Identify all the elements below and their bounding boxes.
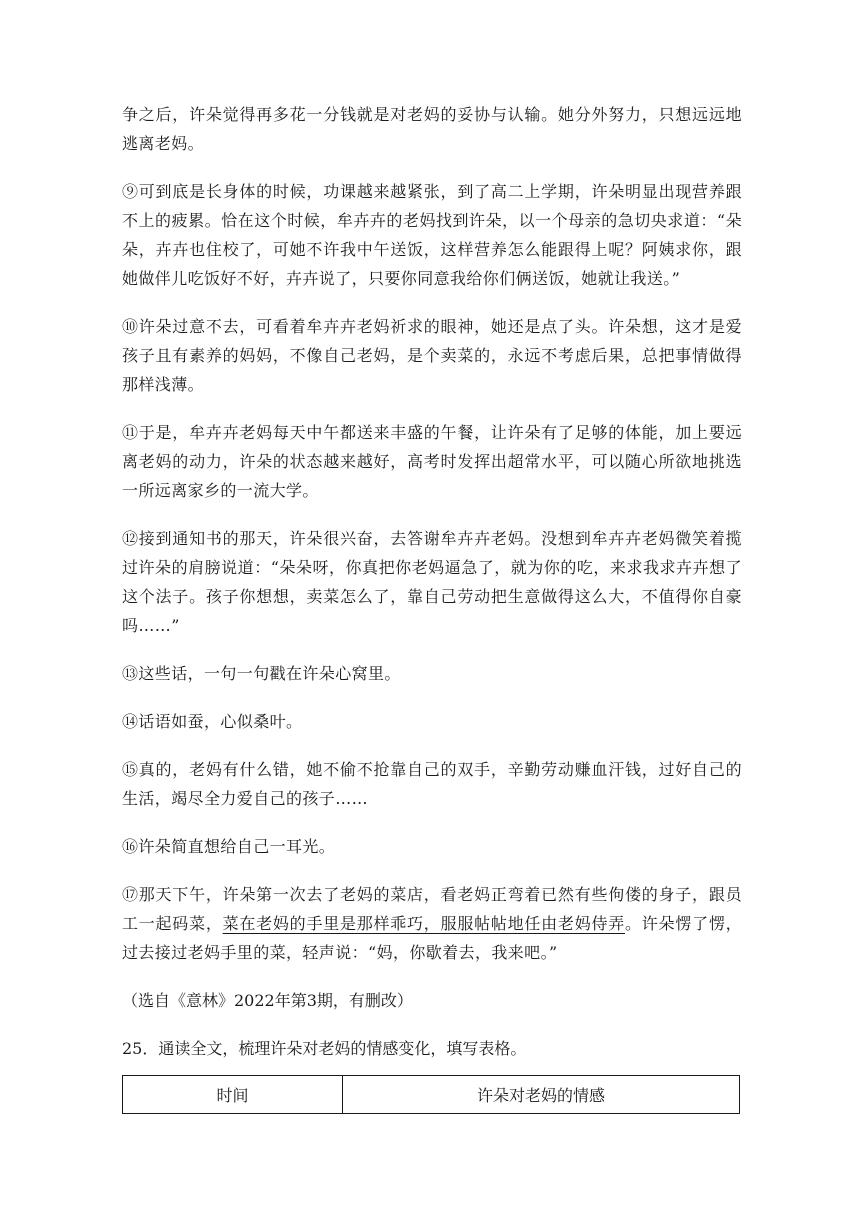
document-page: [122, 100, 742, 1114]
source-citation: （选自《意林》2022年第3期，有删改）: [122, 991, 413, 1010]
paragraph-10: ⑩许朵过意不去，可看着牟卉卉老妈祈求的眼神，她还是点了头。许朵想，这才是爱孩子且有素养的妈妈，不像自己老妈，是个卖菜的，永远不考虑后果，总把事情做得那样浅薄。: [122, 317, 742, 394]
table-header-row: [123, 1076, 740, 1114]
paragraph-8-tail: 争之后，许朵觉得再多花一分钱就是对老妈的妥协与认输。她分外努力，只想远远地逃离老妈。: [122, 105, 742, 153]
underlined-sentence: 菜在老妈的手里是那样乖巧，服服帖帖地任由老妈侍弄: [222, 914, 625, 933]
paragraph-17: [122, 880, 742, 967]
answer-table: [122, 1075, 740, 1114]
table-header-time: 时间: [123, 1076, 343, 1114]
paragraph-16: ⑯许朵简直想给自己一耳光。: [122, 837, 336, 856]
paragraph-11: ⑪于是，牟卉卉老妈每天中午都送来丰盛的午餐，让许朵有了足够的体能，加上要远离老妈的动力，许朵的状态越来越好，高考时发挥出超常水平，可以随心所欲地挑选一所远离家乡的一流大学。: [122, 423, 742, 500]
paragraph-13: ⑬这些话，一句一句戳在许朵心窝里。: [122, 664, 401, 683]
paragraph-15: ⑮真的，老妈有什么错，她不偷不抢靠自己的双手，辛勤劳动赚血汗钱，过好自己的生活，竭尽全力爱自己的孩子……: [122, 760, 742, 808]
table-header-emotion: 许朵对老妈的情感: [343, 1076, 740, 1114]
question-25: 25．通读全文，梳理许朵对老妈的情感变化，填写表格。: [122, 1039, 527, 1058]
paragraph-14: ⑭话语如蚕，心似桑叶。: [122, 712, 303, 731]
paragraph-17-pre: ⑰那天下午，许朵第一次去了老妈的菜店，看老妈正弯着已然有些佝偻的身子，跟员工一起码菜，: [122, 885, 742, 933]
paragraph-9: ⑨可到底是长身体的时候，功课越来越紧张，到了高二上学期，许朵明显出现营养跟不上的疲累。恰在这个时候，牟卉卉的老妈找到许朵，以一个母亲的急切央求道：“朵朵，卉卉也住校了，可她不许我中午送饭，这样营养怎么能跟得上呢？阿姨求你，跟她做伴儿吃饭好不好，卉卉说了，只要你同意我给你们俩送饭，她就让我送。”: [122, 182, 742, 288]
paragraph-17-post: 。许朵愣了愣，过去接过老妈手里的菜，轻声说：“妈，你歇着去，我来吧。”: [122, 914, 742, 962]
paragraph-12: ⑫接到通知书的那天，许朵很兴奋，去答谢牟卉卉老妈。没想到牟卉卉老妈微笑着揽过许朵的肩膀说道：“朵朵呀，你真把你老妈逼急了，就为你的吃，来求我求卉卉想了这个法子。孩子你想想，卖菜怎么了，靠自己劳动把生意做得这么大，不值得你自豪吗……”: [122, 529, 742, 635]
